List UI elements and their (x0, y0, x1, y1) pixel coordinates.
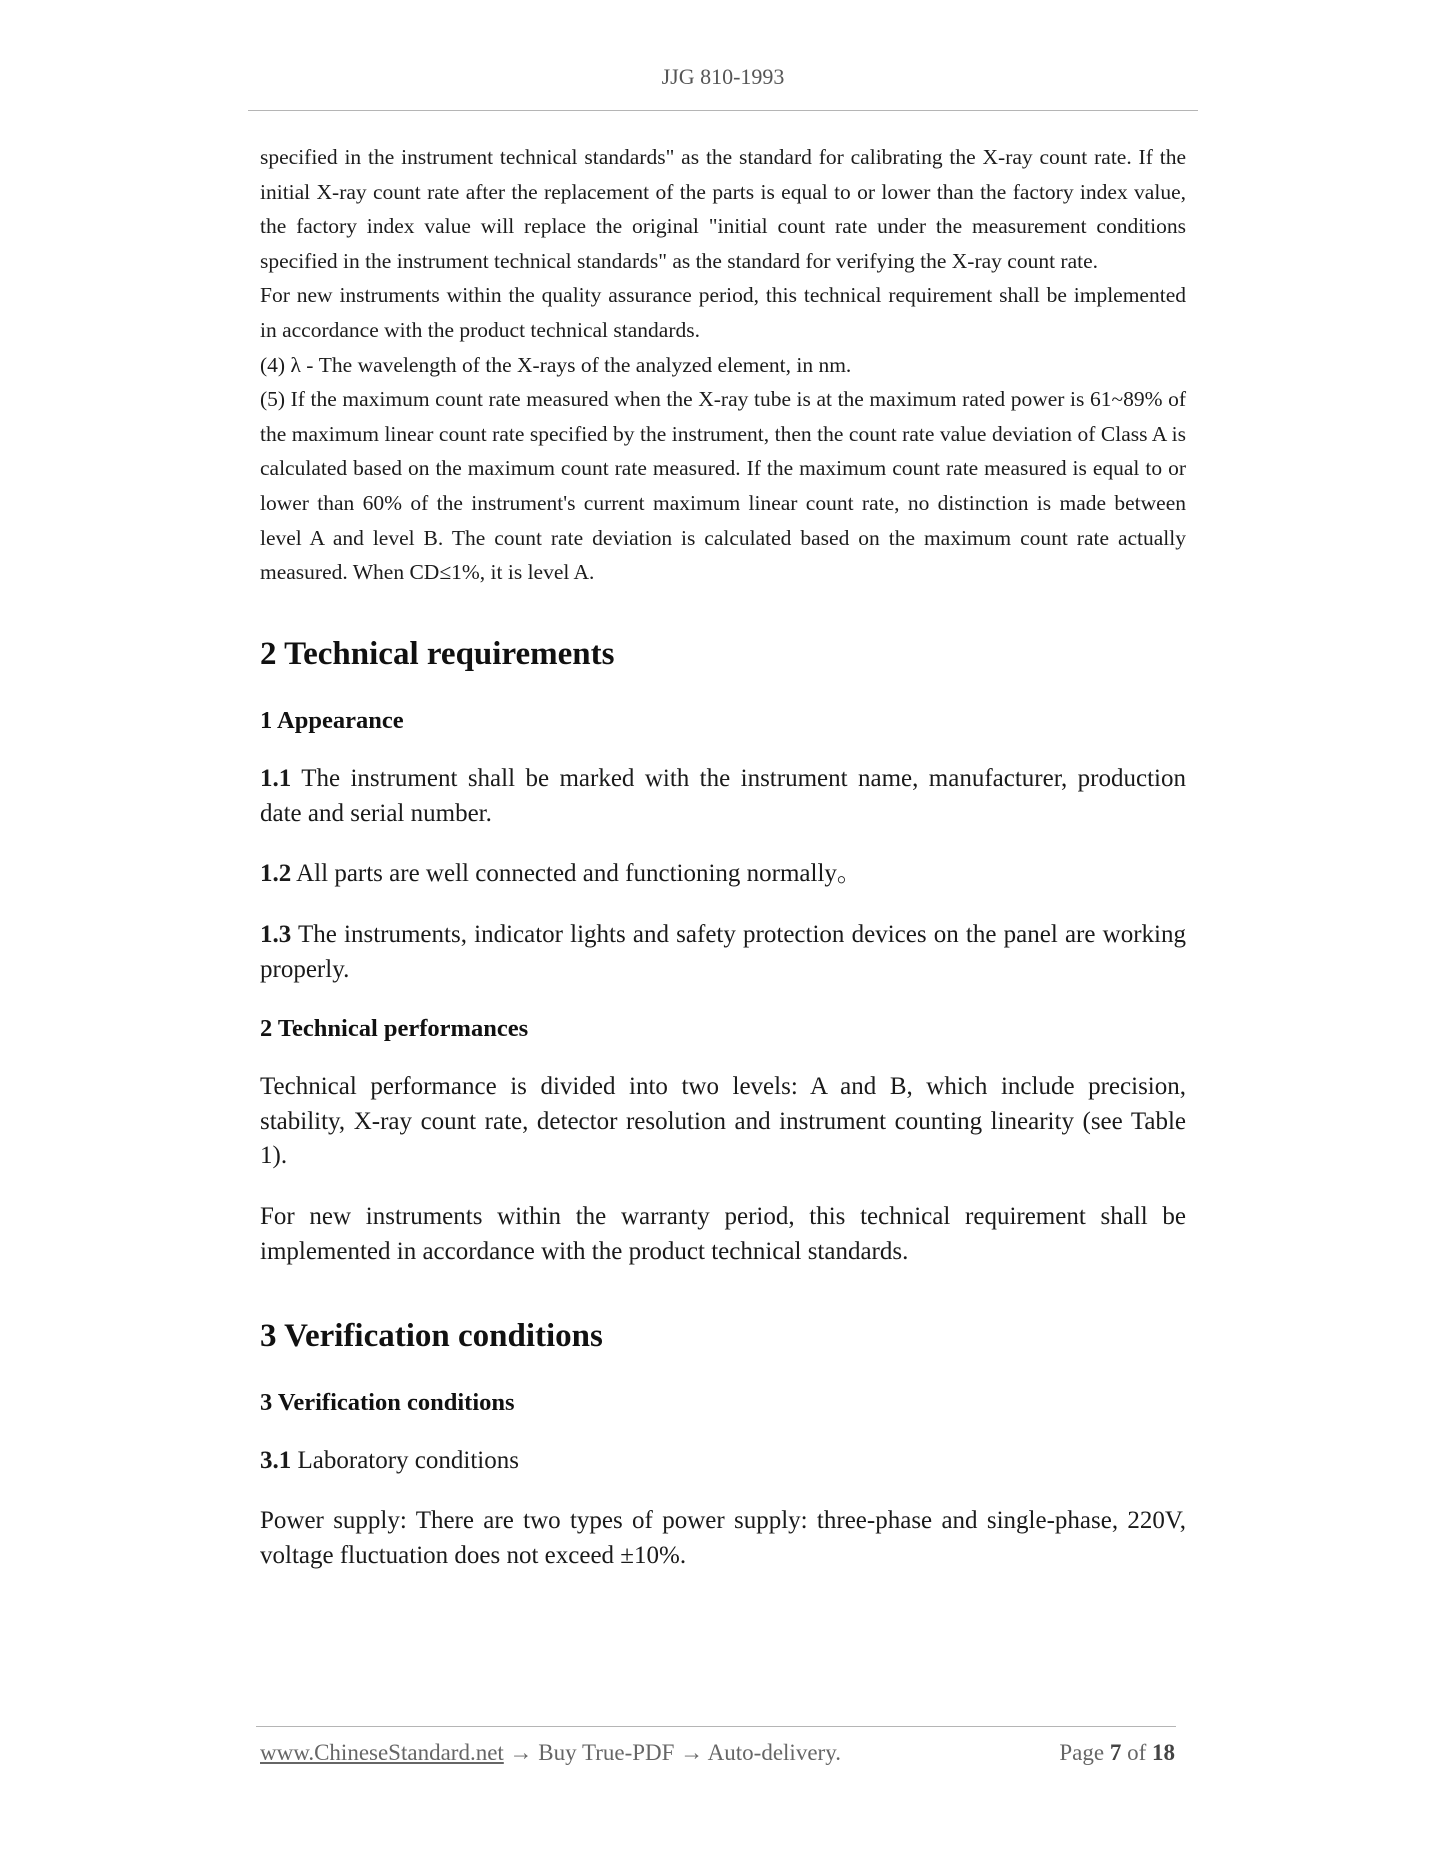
page-content (260, 140, 1186, 1574)
document-code-header: JJG 810-1993 (661, 64, 785, 89)
item-1-1-number: 1.1 (260, 764, 292, 792)
item-1-2-number: 1.2 (260, 860, 292, 888)
item-3-1-text: Laboratory conditions (291, 1446, 519, 1474)
technical-performance-paragraph: Technical performance is divided into two levels: A and B, which include precision, stability, X-ray count rate, detector resolution and instrument counting linearity (see Table 1). (260, 1072, 1186, 1170)
section-2-heading: 2 Technical requirements (260, 635, 615, 672)
site-link[interactable]: www.ChineseStandard.net (260, 1740, 504, 1765)
intro-paragraph-4: (5) If the maximum count rate measured when the X-ray tube is at the maximum rated power is 61~89% of the maximum linear count rate specified by the instrument, then the count rate value deviation of Class A is calculated based on the maximum count rate measured. If the maximum count rate measured is equal to or lower than 60% of the instrument's current maximum linear count rate, no distinction is made between level A and level B. The count rate deviation is calculated based on the maximum count rate actually measured. When CD≤1%, it is level A. (260, 387, 1186, 585)
item-3-1 (260, 1444, 1186, 1479)
item-3-1-number: 3.1 (260, 1446, 292, 1474)
item-1-2-text: All parts are well connected and functioning normally。 (291, 860, 862, 888)
warranty-paragraph: For new instruments within the warranty period, this technical requirement shall be implemented in accordance with the product technical standards. (260, 1203, 1186, 1265)
section-3-heading: 3 Verification conditions (260, 1317, 603, 1354)
buy-pdf-text: Buy True-PDF (538, 1740, 675, 1765)
arrow-icon: → (503, 1740, 539, 1765)
item-1-1-text: The instrument shall be marked with the instrument name, manufacturer, production date and serial number. (260, 764, 1186, 827)
intro-paragraph-1: specified in the instrument technical standards" as the standard for calibrating the X-ray count rate. If the initial X-ray count rate after the replacement of the parts is equal to or lower than the factory index value, the factory index value will replace the original "initial count rate under the measurement conditions specified in the instrument technical standards" as the standard for verifying the X-ray count rate. (260, 145, 1186, 273)
intro-paragraph-2: For new instruments within the quality assurance period, this technical requirement shall be implemented in accordance with the product technical standards. (260, 283, 1186, 342)
item-1-3-text: The instruments, indicator lights and safety protection devices on the panel are working properly. (260, 921, 1186, 983)
auto-delivery-text: Auto-delivery. (707, 1740, 841, 1765)
item-1-3-number: 1.3 (260, 921, 292, 949)
page-label: Page (1059, 1740, 1110, 1765)
footer-divider (256, 1726, 1176, 1727)
subsection-technical-performances-heading: 2 Technical performances (260, 1014, 529, 1042)
item-1-2 (260, 857, 1186, 892)
page-number (1059, 1740, 1175, 1766)
item-1-1 (260, 762, 1186, 832)
header-divider (248, 110, 1198, 111)
item-1-3 (260, 918, 1186, 988)
subsection-appearance-heading: 1 Appearance (260, 706, 404, 734)
intro-paragraph-3: (4) λ - The wavelength of the X-rays of the analyzed element, in nm. (260, 352, 852, 377)
of-label: of (1121, 1740, 1152, 1765)
subsection-verification-conditions-heading: 3 Verification conditions (260, 1388, 515, 1416)
footer-left (260, 1740, 841, 1766)
power-supply-paragraph: Power supply: There are two types of power supply: three-phase and single-phase, 220V, voltage fluctuation does not exceed ±10%. (260, 1507, 1186, 1570)
total-pages: 18 (1152, 1740, 1175, 1765)
arrow-icon: → (674, 1740, 708, 1765)
current-page: 7 (1109, 1740, 1122, 1765)
